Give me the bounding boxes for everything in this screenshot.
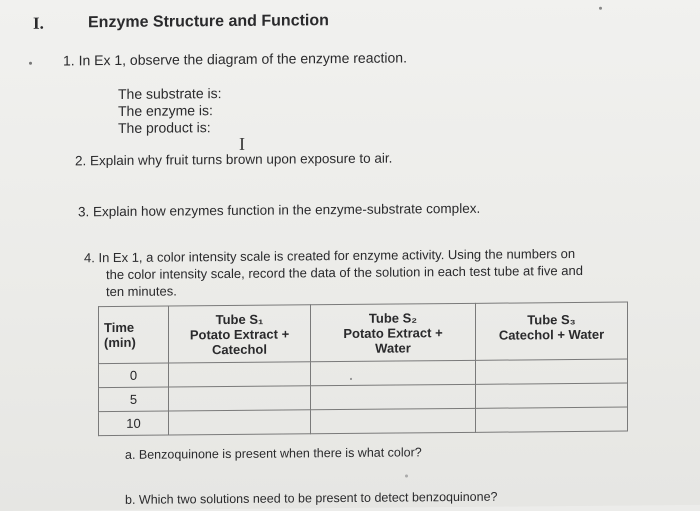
- s1-entry[interactable]: [169, 386, 311, 411]
- header-tube-s1: Tube S₁ Potato Extract + Catechol: [169, 305, 311, 363]
- paper-speck: [599, 7, 602, 10]
- s3-entry[interactable]: [476, 359, 628, 384]
- question-4a: a. Benzoquinone is present when there is what color?: [125, 445, 422, 462]
- header-time: Time (min): [99, 306, 169, 364]
- s2-entry[interactable]: [311, 360, 476, 385]
- enzyme-label: The enzyme is:: [118, 102, 213, 119]
- substrate-label: The substrate is:: [118, 85, 222, 102]
- s3-entry[interactable]: [476, 407, 628, 432]
- section-title: Enzyme Structure and Function: [88, 12, 329, 32]
- product-label: The product is:: [118, 119, 211, 136]
- question-4-line-2: the color intensity scale, record the data of the solution in each test tube at five and: [106, 262, 583, 283]
- question-4b: b. Which two solutions need to be present to detect benzoquinone?: [125, 489, 498, 507]
- time-cell: 10: [99, 411, 169, 436]
- data-table: [98, 302, 628, 437]
- time-cell: 0: [99, 363, 169, 388]
- s3-entry[interactable]: [476, 383, 628, 408]
- paper-speck: [405, 474, 408, 477]
- question-4-line-3: ten minutes.: [106, 283, 177, 300]
- question-4: [84, 245, 583, 300]
- margin-dot: [29, 62, 32, 65]
- header-tube-s3: Tube S₃ Catechol + Water: [476, 302, 628, 360]
- paper-speck: [350, 378, 352, 380]
- question-3: 3. Explain how enzymes function in the enzyme-substrate complex.: [78, 200, 481, 220]
- header-tube-s2: Tube S₂ Potato Extract + Water: [311, 303, 476, 361]
- s2-entry[interactable]: [311, 384, 476, 409]
- question-1: 1. In Ex 1, observe the diagram of the enzyme reaction.: [63, 49, 407, 69]
- s2-entry[interactable]: [311, 408, 476, 433]
- text-cursor-icon: I: [239, 133, 245, 154]
- s1-entry[interactable]: [169, 410, 311, 435]
- section-number: I.: [33, 13, 44, 33]
- table-header-row: [99, 302, 628, 364]
- s1-entry[interactable]: [169, 362, 311, 387]
- table-row: [99, 407, 628, 436]
- question-2: 2. Explain why fruit turns brown upon exposure to air.: [75, 150, 393, 169]
- question-4-line-1: 4. In Ex 1, a color intensity scale is created for enzyme activity. Using the numbers on: [84, 245, 576, 266]
- time-cell: 5: [99, 387, 169, 412]
